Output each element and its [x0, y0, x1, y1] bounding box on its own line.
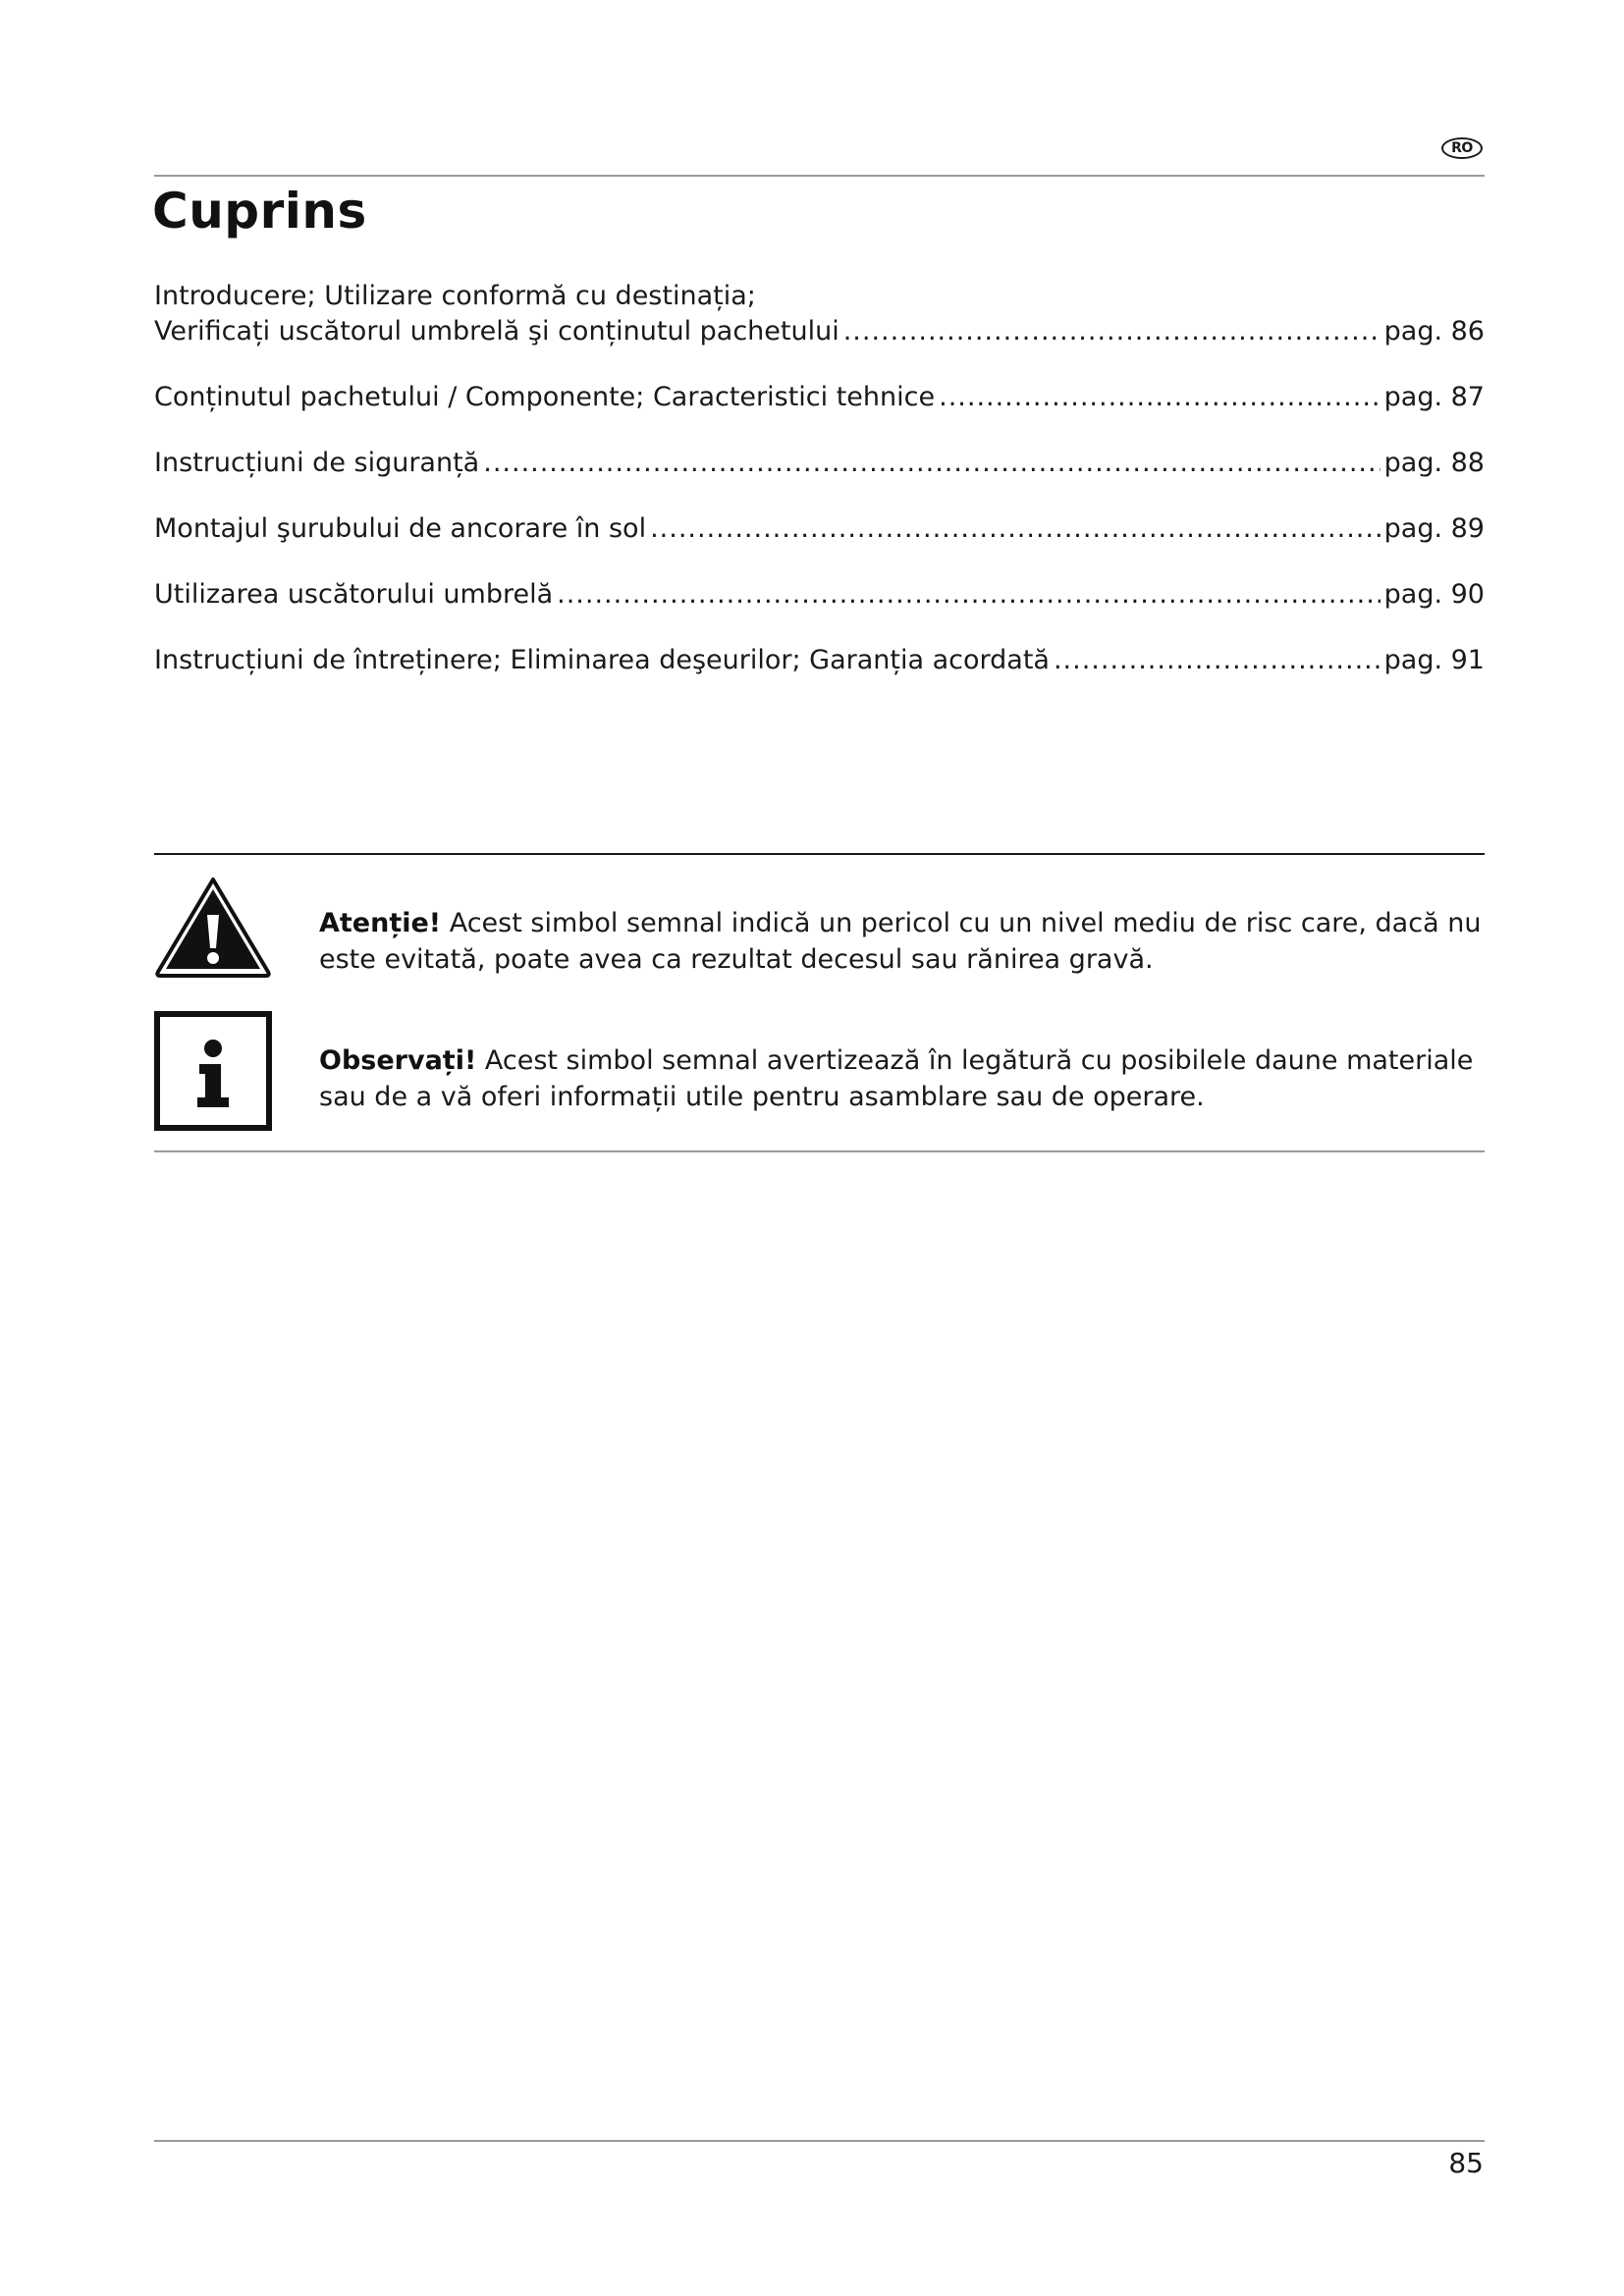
toc-leader-dots — [939, 380, 1380, 415]
toc-entry-title: Instrucțiuni de siguranță — [154, 448, 480, 478]
toc-leader-dots — [557, 577, 1380, 613]
warning-description: Acest simbol semnal indică un pericol cu un nivel mediu de risc care, dacă nu este evitată, poate avea ca rezultat decesul sau rănirea gravă. — [319, 908, 1482, 975]
toc-entry-title: Montajul şurubului de ancorare în sol — [154, 513, 647, 544]
toc-entry-title: Verificați uscătorul umbrelă şi conținutul pachetului — [154, 316, 839, 347]
toc-page-number: pag. 88 — [1383, 448, 1485, 478]
toc-leader-dots — [843, 314, 1380, 349]
warning-triangle-icon — [154, 876, 272, 978]
toc-entry-title: Utilizarea uscătorului umbrelă — [154, 579, 554, 610]
toc-entry-title: Instrucțiuni de întreținere; Eliminarea deşeurilor; Garanția acordată — [154, 645, 1050, 675]
notices-divider-bottom — [154, 1150, 1485, 1152]
toc-leader-dots — [1054, 643, 1380, 678]
page-number: 85 — [1448, 2147, 1484, 2179]
toc-entry[interactable] — [154, 643, 1485, 678]
footer-divider — [154, 2140, 1485, 2142]
info-label: Observați! — [319, 1045, 477, 1076]
toc-leader-dots — [483, 446, 1380, 481]
toc-entry[interactable] — [154, 380, 1485, 415]
toc-entry-title-line: Introducere; Utilizare conformă cu destinația; — [154, 281, 756, 311]
toc-page-number: pag. 87 — [1383, 382, 1485, 412]
toc-entry[interactable] — [154, 577, 1485, 613]
notices-divider-top — [154, 853, 1485, 855]
toc-entry[interactable] — [154, 279, 1485, 349]
toc-leader-dots — [650, 511, 1380, 547]
toc-page-number: pag. 91 — [1383, 645, 1485, 675]
toc-entry-title: Conținutul pachetului / Componente; Caracteristici tehnice — [154, 382, 936, 412]
toc-page-number: pag. 90 — [1383, 579, 1485, 610]
info-notice-text — [319, 1042, 1485, 1115]
toc-entry[interactable] — [154, 511, 1485, 547]
info-description: Acest simbol semnal avertizează în legătură cu posibilele daune materiale sau de a vă oferi informații utile pentru asamblare sau de operare. — [319, 1045, 1474, 1112]
header-divider — [154, 175, 1485, 177]
toc-entry[interactable] — [154, 446, 1485, 481]
warning-notice-text — [319, 905, 1485, 978]
warning-label: Atenție! — [319, 908, 442, 938]
info-icon — [154, 1011, 272, 1131]
page-title: Cuprins — [152, 183, 367, 240]
language-badge: RO — [1441, 137, 1483, 159]
table-of-contents — [154, 279, 1485, 709]
toc-page-number: pag. 86 — [1383, 316, 1485, 347]
toc-page-number: pag. 89 — [1383, 513, 1485, 544]
